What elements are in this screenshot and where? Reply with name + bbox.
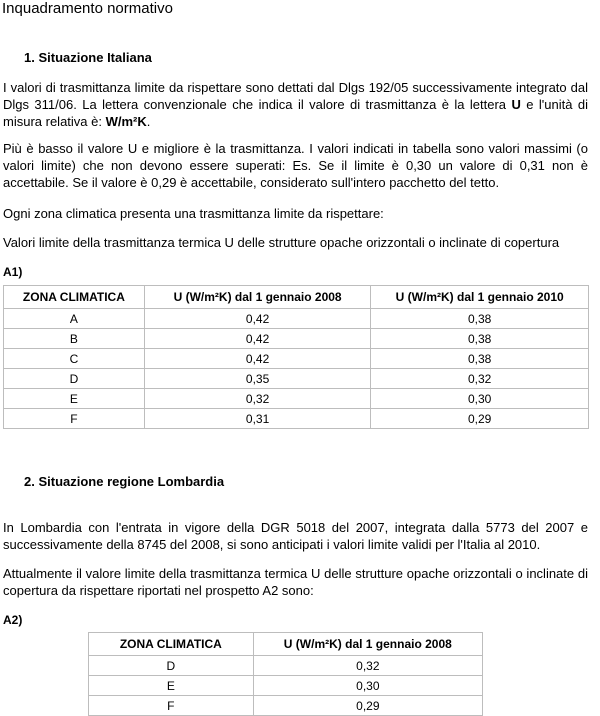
table-cell: 0,29 [253, 696, 482, 716]
p1-text-end: . [146, 114, 151, 129]
table-cell: D [4, 369, 145, 389]
table-cell: 0,42 [144, 329, 371, 349]
table-cell: 0,42 [144, 309, 371, 329]
table-cell: 0,31 [144, 409, 371, 429]
table-a2 [88, 632, 483, 716]
table-a2-header: U (W/m²K) dal 1 gennaio 2008 [253, 633, 482, 656]
table-cell: E [4, 389, 145, 409]
table-cell: E [89, 676, 254, 696]
document-title: Inquadramento normativo [2, 0, 173, 17]
table-cell: 0,38 [371, 329, 589, 349]
p1-text-a: I valori di trasmittanza limite da rispettare sono dettati dal Dlgs 192/05 successivamente integrato dal Dlgs 311/06. La lettera convenzionale che indica il valore di trasmittanza è la lettera [3, 80, 588, 112]
table-a1 [3, 285, 589, 429]
table-cell: D [89, 656, 254, 676]
table-row [4, 409, 589, 429]
p1-u-letter: U [511, 97, 521, 112]
section-1-heading: 1. Situazione Italiana [24, 50, 152, 65]
table-cell: 0,30 [253, 676, 482, 696]
table-cell: 0,32 [144, 389, 371, 409]
table-cell: A [4, 309, 145, 329]
table-row [4, 309, 589, 329]
table-cell: 0,42 [144, 349, 371, 369]
table-a1-header: U (W/m²K) dal 1 gennaio 2008 [144, 286, 371, 309]
p1-text-b: e l'unità di misura relativa è: [3, 97, 588, 129]
table-a2-header-row [89, 633, 483, 656]
table-row [4, 329, 589, 349]
table-cell: 0,32 [371, 369, 589, 389]
table-cell: 0,38 [371, 349, 589, 369]
table-a1-label: A1) [3, 265, 23, 279]
section-1-paragraph-1 [3, 79, 588, 130]
table-cell: 0,35 [144, 369, 371, 389]
table-cell: 0,32 [253, 656, 482, 676]
table-row [4, 349, 589, 369]
p1-unit: W/m²K [105, 114, 147, 129]
table-cell: 0,30 [371, 389, 589, 409]
table-cell: F [89, 696, 254, 716]
section-1-paragraph-4: Valori limite della trasmittanza termica U delle strutture opache orizzontali o inclinate di copertura [3, 235, 560, 250]
table-row [89, 676, 483, 696]
table-cell: F [4, 409, 145, 429]
table-a1-header-row [4, 286, 589, 309]
table-a1-header: ZONA CLIMATICA [4, 286, 145, 309]
table-row [4, 369, 589, 389]
table-cell: B [4, 329, 145, 349]
table-row [89, 696, 483, 716]
section-1-paragraph-3: Ogni zona climatica presenta una trasmittanza limite da rispettare: [3, 206, 384, 221]
table-cell: C [4, 349, 145, 369]
section-2-heading: 2. Situazione regione Lombardia [24, 474, 225, 489]
table-a2-header: ZONA CLIMATICA [89, 633, 254, 656]
section-2-paragraph-2: Attualmente il valore limite della trasmittanza termica U delle strutture opache orizzontali o inclinate di copertura da rispettare riportati nel prospetto A2 sono: [3, 566, 588, 598]
table-a1-header: U (W/m²K) dal 1 gennaio 2010 [371, 286, 589, 309]
table-a2-label: A2) [3, 613, 23, 627]
section-2-paragraph-1: In Lombardia con l'entrata in vigore della DGR 5018 del 2007, integrata dalla 5773 del 2007 e successivamente della 8745 del 2008, si sono anticipati i valori limite validi per l'Italia al 2010. [3, 520, 588, 552]
table-cell: 0,38 [371, 309, 589, 329]
section-1-paragraph-2: Più è basso il valore U e migliore è la trasmittanza. I valori indicati in tabella sono valori massimi (o valori limite) che non devono essere superati: Es. Se il limite è 0,30 un valore di 0,31 non è accettabile. Se il valore è 0,29 è accettabile, considerato sull'intero pacchetto del tetto. [3, 141, 588, 190]
table-row [4, 389, 589, 409]
table-cell: 0,29 [371, 409, 589, 429]
table-row [89, 656, 483, 676]
